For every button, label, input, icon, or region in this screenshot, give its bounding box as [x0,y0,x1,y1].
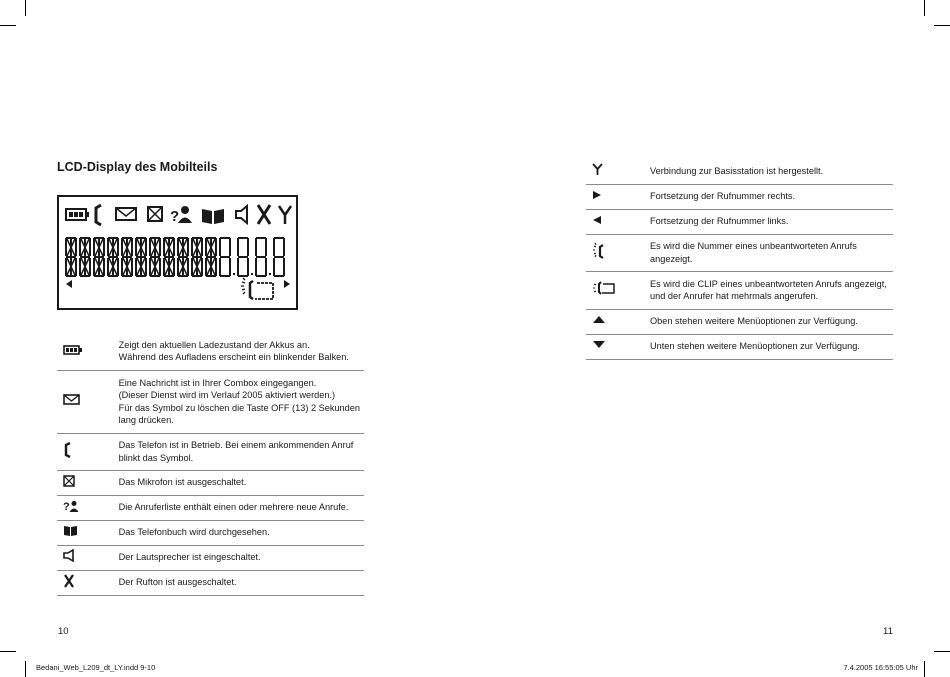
row-text: Verbindung zur Basisstation ist hergestellt. [650,166,824,176]
row-text: Unten stehen weitere Menüoptionen zur Verfügung. [650,341,860,352]
crop-mark [25,661,26,677]
phonebook-icon [202,209,224,224]
row-text: angezeigt. [650,253,693,264]
speaker-icon [236,206,247,223]
row-text: Es wird die Nummer eines unbeantworteten Anrufs [650,241,857,251]
row-text: Oben stehen weitere Menüoptionen zur Verfügung. [650,316,858,327]
page-number-right: 11 [883,626,893,637]
handset-icon [96,205,101,225]
page-number-left: 10 [58,626,69,637]
row-text: Das Telefonbuch wird durchgesehen. [118,527,270,538]
arrow-down-icon [592,340,606,353]
table-row [57,570,364,595]
segment-display [65,237,285,277]
antenna-icon [279,206,291,224]
table-row [57,370,364,433]
table-row [57,433,364,470]
row-text: Die Anruferliste enthält einen oder mehrere neue Anrufe. [118,502,349,513]
footer-filename: Bedani_Web_L209_dt_LY.indd 9-10 [36,663,156,672]
symbol-table-left [57,333,364,596]
table-row [586,271,893,309]
missed-call-icon [592,242,606,264]
table-row [57,333,364,370]
ringer-off-icon [63,574,75,592]
battery-icon [66,209,89,220]
ringer-off-icon [258,205,270,224]
missed-clip-icon [592,280,616,300]
row-text: Es wird die CLIP eines unbeantworteten Anrufs angezeigt, [650,278,887,289]
row-text: (Dieser Dienst wird im Verlauf 2005 aktiviert werden.) [118,390,336,400]
table-row [586,309,893,334]
phonebook-icon [63,525,78,541]
row-text: und der Anrufer hat mehrmals angerufen. [650,291,819,301]
mic-off-icon [63,475,75,491]
crop-mark [0,25,16,26]
crop-mark [0,651,16,652]
crop-mark [934,25,950,26]
crop-mark [25,0,26,16]
row-text: Während des Aufladens erscheint ein blinkender Balken. [118,352,349,363]
table-row [57,545,364,570]
antenna-icon [592,163,603,180]
row-text: Das Mikrofon ist ausgeschaltet. [118,477,247,488]
row-text: Zeigt den aktuellen Ladezustand der Akkus an. [118,339,310,350]
table-row [57,520,364,545]
arrow-left-icon [66,280,72,288]
symbol-table-right [586,159,893,360]
svg-text:?: ? [170,208,180,225]
row-text: Der Lautsprecher ist eingeschaltet. [118,552,261,563]
row-text: Fortsetzung der Rufnummer links. [650,216,789,227]
envelope-icon [116,208,136,220]
footer-timestamp: 7.4.2005 16:55:05 Uhr [843,663,918,672]
crop-mark [924,661,925,677]
row-text: Fortsetzung der Rufnummer rechts. [650,191,796,202]
arrow-right-icon [592,190,602,204]
caller-list-icon [63,500,79,516]
arrow-right-icon [284,280,290,288]
handset-icon [63,442,73,462]
lcd-display-illustration [57,195,298,310]
caller-list-icon [170,206,192,225]
arrow-left-icon [592,215,602,229]
row-text: blinkt das Symbol. [118,452,194,463]
table-row [57,470,364,495]
row-text: Der Rufton ist ausgeschaltet. [118,577,237,588]
crop-mark [924,0,925,16]
arrow-up-icon [592,315,606,328]
missed-clip-icon [241,278,273,299]
mic-off-icon [148,207,162,221]
table-row [586,159,893,184]
table-row [586,234,893,271]
page-heading: LCD-Display des Mobilteils [57,160,218,174]
table-row [57,495,364,520]
table-row [586,334,893,359]
speaker-icon [63,549,75,566]
row-text: Das Telefon ist in Betrieb. Bei einem ankommenden Anruf [118,440,354,450]
battery-icon [63,345,83,359]
row-text: lang drücken. [118,415,174,425]
crop-mark [934,651,950,652]
svg-text:?: ? [63,500,70,512]
envelope-icon [63,394,80,409]
row-text: Für das Symbol zu löschen die Taste OFF (13) 2 Sekunden [118,402,360,413]
table-row [586,184,893,209]
table-row [586,209,893,234]
row-text: Eine Nachricht ist in Ihrer Combox eingegangen. [118,377,317,388]
